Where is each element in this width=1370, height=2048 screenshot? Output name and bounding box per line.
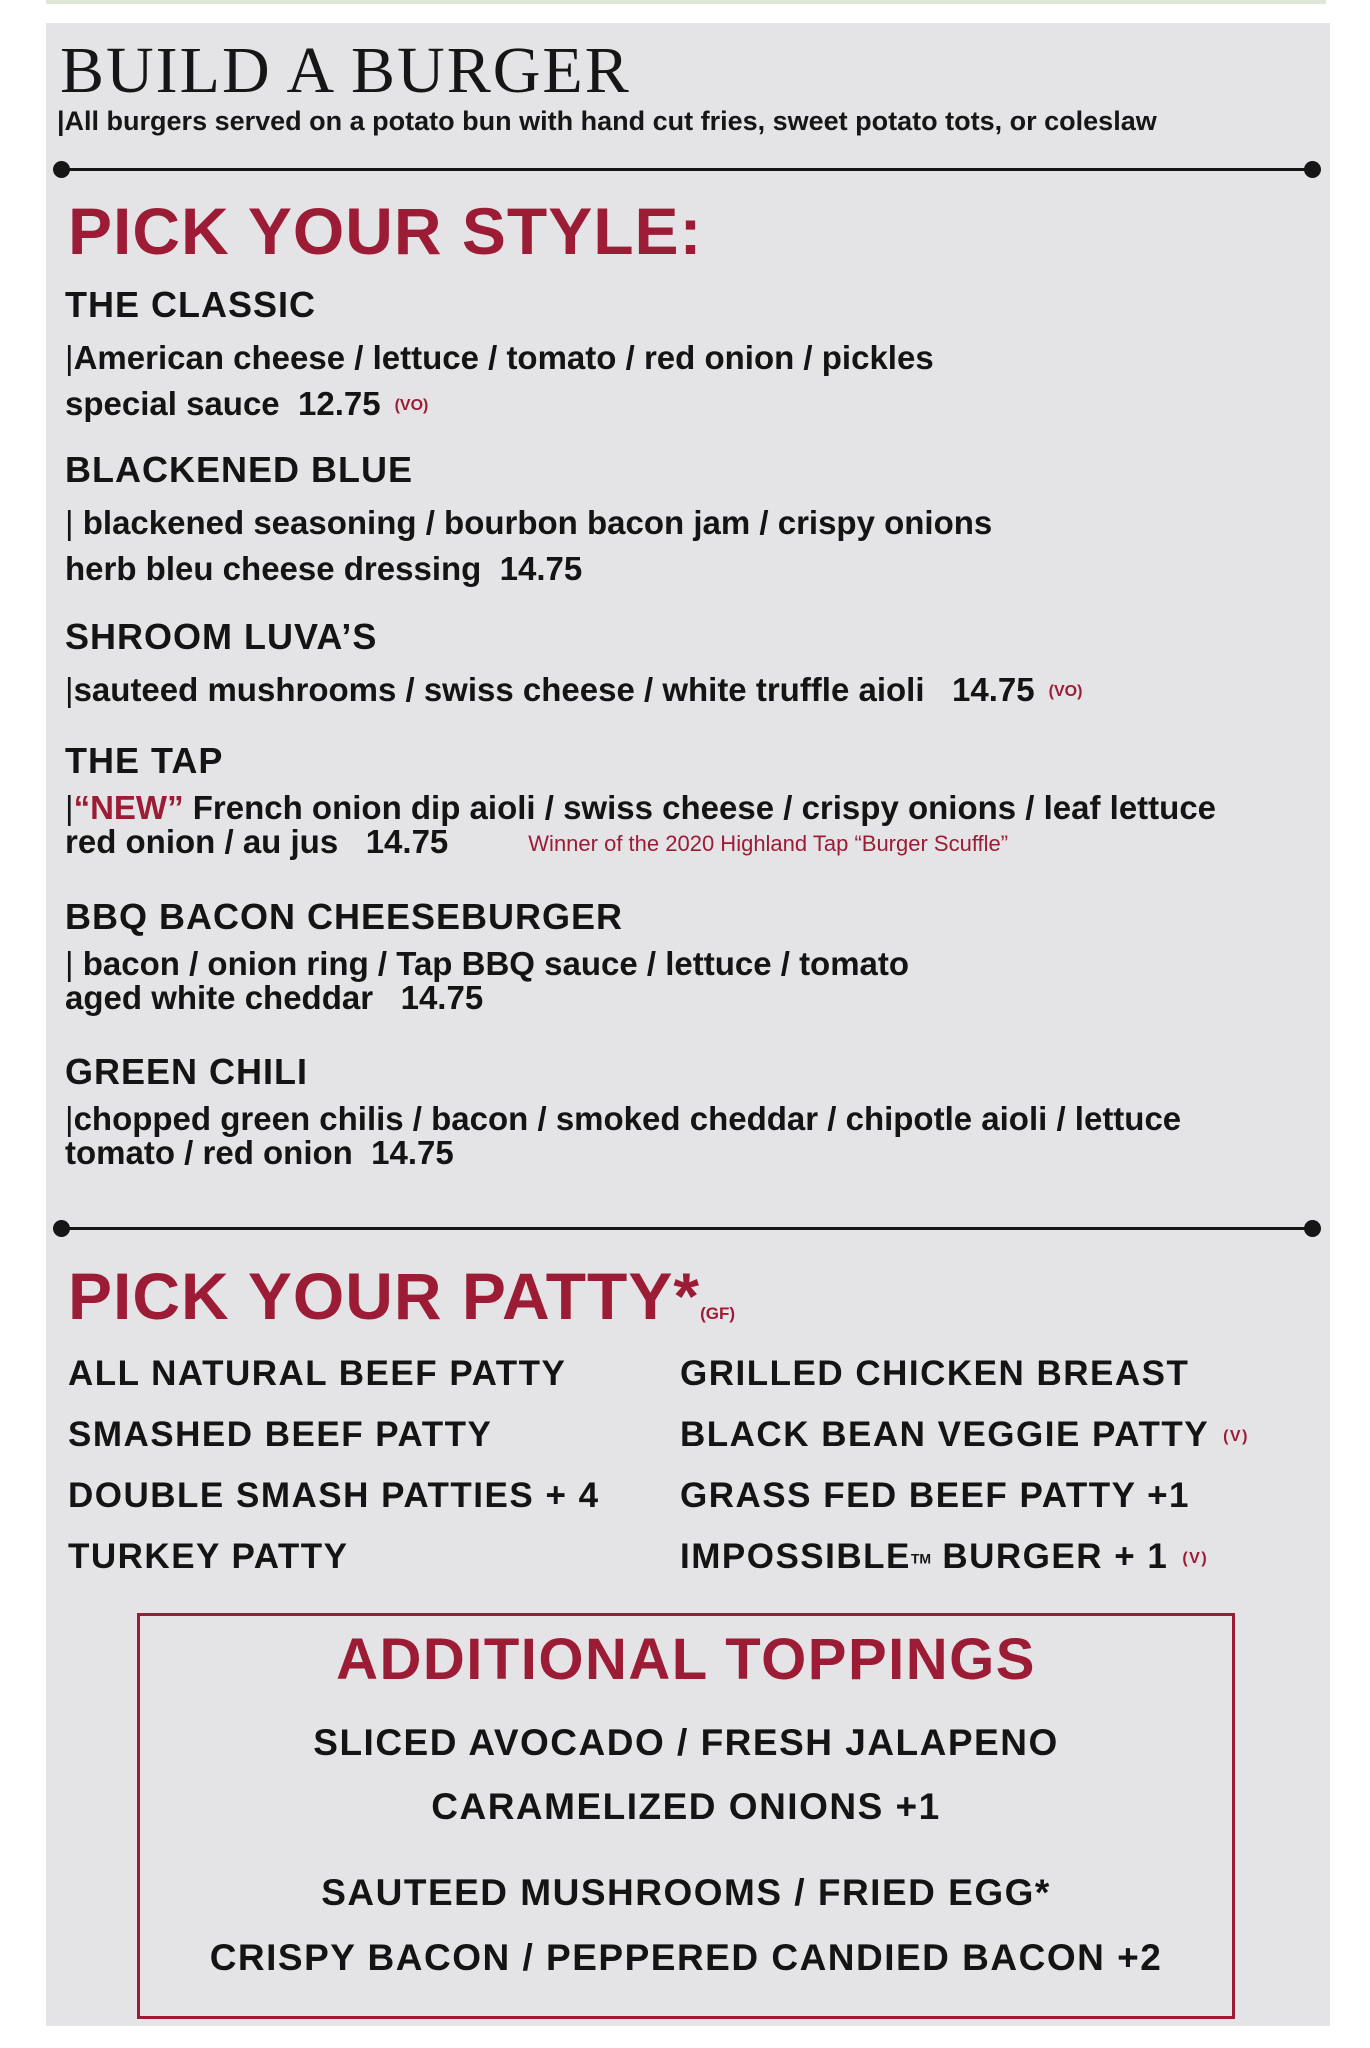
patty-option: SMASHED BEEF PATTY (68, 1415, 493, 1454)
style-description: |chopped green chilis / bacon / smoked cheddar / chipotle aioli / lettuce tomato / red onion 14.75 (65, 1100, 1182, 1171)
style-description: | bacon / onion ring / Tap BBQ sauce / lettuce / tomato aged white cheddar 14.75 (65, 945, 910, 1016)
style-item-the-classic (65, 283, 1315, 429)
vegan-tag: (V) (1182, 1550, 1209, 1568)
toppings-line: SLICED AVOCADO / FRESH JALAPENO (313, 1722, 1059, 1763)
style-price: 14.75 (952, 671, 1035, 708)
style-price: 14.75 (371, 1134, 454, 1171)
style-description: |sauteed mushrooms / swiss cheese / white truffle aioli 14.75 (VO) (65, 671, 1083, 708)
style-description: | blackened seasoning / bourbon bacon jam / crispy onions herb bleu cheese dressing 14.75 (65, 504, 993, 587)
toppings-heading: ADDITIONAL TOPPINGS (336, 1627, 1036, 1692)
patty-option: IMPOSSIBLETM BURGER + 1 (V) (680, 1537, 1209, 1576)
menu-title: BUILD A BURGER (60, 34, 631, 107)
style-description: |American cheese / lettuce / tomato / red onion / pickles special sauce 12.75 (VO) (65, 339, 934, 422)
style-name: GREEN CHILI (65, 1051, 309, 1092)
vegetarian-option-tag: (VO) (394, 397, 429, 415)
menu-page (46, 23, 1330, 2026)
vegetarian-option-tag: (VO) (1048, 683, 1083, 701)
toppings-line: CRISPY BACON / PEPPERED CANDIED BACON +2 (209, 1937, 1163, 1978)
pick-style-heading: PICK YOUR STYLE: (68, 194, 703, 268)
vegan-tag: (V) (1223, 1428, 1249, 1446)
style-price: 14.75 (499, 550, 583, 587)
award-note: Winner of the 2020 Highland Tap “Burger Scuffle” (528, 831, 1009, 857)
style-description: |“NEW” French onion dip aioli / swiss cheese / crispy onions / leaf lettuce red onion / au jus 14.75 Winner of the 2020 Highland Tap “Burger Scuffle” (65, 789, 1217, 860)
additional-toppings-box (137, 1613, 1235, 2019)
style-name: THE CLASSIC (65, 284, 317, 325)
gluten-free-tag: (GF) (700, 1304, 736, 1323)
top-edge-strip (46, 0, 1326, 4)
toppings-line: SAUTEED MUSHROOMS / FRIED EGG* (321, 1872, 1051, 1913)
style-item-bbq-bacon-cheeseburger (65, 895, 1315, 1015)
pick-patty-heading: PICK YOUR PATTY*(GF) (68, 1259, 736, 1333)
new-label: “NEW” (73, 789, 184, 826)
menu-subtitle: |All burgers served on a potato bun with hand cut fries, sweet potato tots, or coleslaw (57, 106, 1157, 136)
patty-list-left (68, 1343, 600, 1587)
style-name: THE TAP (65, 740, 224, 781)
style-price: 12.75 (298, 385, 381, 422)
divider-top (61, 168, 1313, 171)
patty-option: TURKEY PATTY (68, 1537, 349, 1576)
patty-list-right (680, 1343, 1249, 1587)
patty-option: BLACK BEAN VEGGIE PATTY (V) (680, 1415, 1249, 1454)
toppings-line: CARAMELIZED ONIONS +1 (431, 1786, 941, 1827)
style-item-blackened-blue (65, 448, 1315, 592)
patty-option: GRILLED CHICKEN BREAST (680, 1354, 1190, 1393)
style-item-green-chili (65, 1050, 1315, 1170)
patty-option: GRASS FED BEEF PATTY +1 (680, 1476, 1191, 1515)
style-name: SHROOM LUVA’S (65, 616, 378, 657)
style-price: 14.75 (365, 823, 449, 860)
patty-option: ALL NATURAL BEEF PATTY (68, 1354, 567, 1393)
style-name: BLACKENED BLUE (65, 449, 414, 490)
style-item-the-tap (65, 739, 1315, 861)
patty-option: DOUBLE SMASH PATTIES + 4 (68, 1476, 600, 1515)
divider-middle (61, 1227, 1313, 1230)
style-price: 14.75 (400, 979, 484, 1016)
style-item-shroom-luvas (65, 615, 1315, 715)
trademark-mark: TM (910, 1550, 932, 1567)
style-name: BBQ BACON CHEESEBURGER (65, 896, 624, 937)
